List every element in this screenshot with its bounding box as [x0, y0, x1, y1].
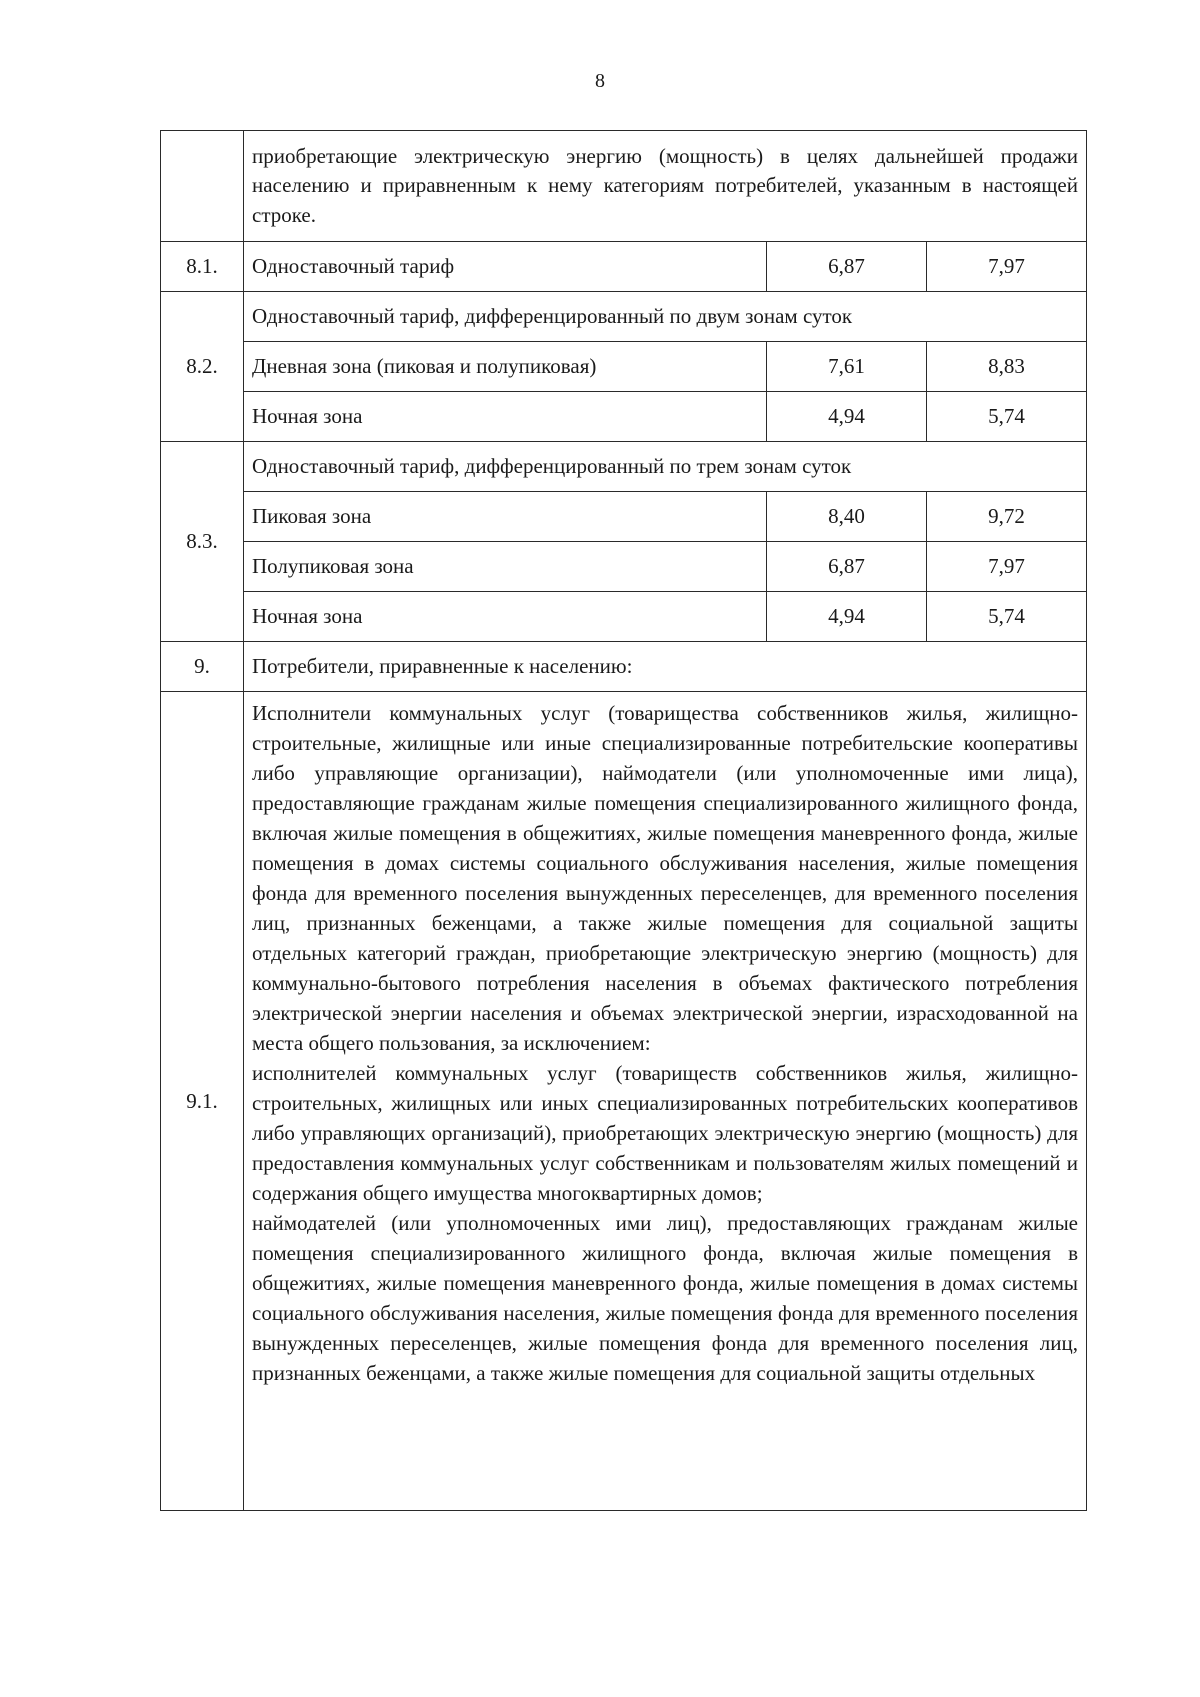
table-row-8-2-heading: [161, 292, 1087, 342]
row-label: Ночная зона: [244, 392, 767, 442]
table-row-9: [161, 642, 1087, 692]
table-row: [161, 492, 1087, 542]
table-row-8-3-heading: [161, 442, 1087, 492]
row-label: Полупиковая зона: [244, 542, 767, 592]
row-number: 8.2.: [161, 292, 244, 442]
section-heading: Потребители, приравненные к населению:: [244, 642, 1087, 692]
row-number: 8.1.: [161, 242, 244, 292]
intro-text: приобретающие электрическую энергию (мощность) в целях дальнейшей продажи населению и приравненным к нему категориям потребителей, указанным в настоящей строке.: [244, 131, 1087, 242]
value-cell-2: 8,83: [927, 342, 1087, 392]
tariff-table: [160, 130, 1087, 1511]
row-label: Пиковая зона: [244, 492, 767, 542]
row-label: Ночная зона: [244, 592, 767, 642]
table-row-9-1: [161, 692, 1087, 1511]
section-heading: Одноставочный тариф, дифференцированный по трем зонам суток: [244, 442, 1087, 492]
row-number: 9.: [161, 642, 244, 692]
value-cell-2: 7,97: [927, 542, 1087, 592]
paragraph: исполнителей коммунальных услуг (товариществ собственников жилья, жилищно-строительных, жилищных или иных специализированных потребительских кооперативов либо управляющих организаций), приобретающих электрическую энергию (мощность) для предоставления коммунальных услуг собственникам и пользователям жилых помещений и содержания общего имущества многоквартирных домов;: [252, 1061, 1078, 1205]
table-row: [161, 542, 1087, 592]
value-cell-1: 7,61: [767, 342, 927, 392]
value-cell-2: 7,97: [927, 242, 1087, 292]
value-cell-1: 8,40: [767, 492, 927, 542]
paragraph: наймодателей (или уполномоченных ими лиц), предоставляющих гражданам жилые помещения специализированного жилищного фонда, включая жилые помещения в общежитиях, жилые помещения маневренного фонда, жилые помещения в домах системы социального обслуживания населения, жилые помещения фонда для временного поселения вынужденных переселенцев, жилые помещения фонда для временного поселения лиц, признанных беженцами, а также жилые помещения для социальной защиты отдельных: [252, 1211, 1078, 1385]
value-cell-1: 6,87: [767, 242, 927, 292]
value-cell-2: 5,74: [927, 592, 1087, 642]
row-label: Дневная зона (пиковая и полупиковая): [244, 342, 767, 392]
value-cell-1: 4,94: [767, 392, 927, 442]
table-row-8-1: [161, 242, 1087, 292]
row-number: 8.3.: [161, 442, 244, 642]
paragraph: Исполнители коммунальных услуг (товарищества собственников жилья, жилищно-строительные, жилищные или иные специализированные потребительские кооперативы либо управляющие организации), наймодатели (или уполномоченные ими лица), предоставляющие гражданам жилые помещения специализированного жилищного фонда, включая жилые помещения в общежитиях, жилые помещения маневренного фонда, жилые помещения в домах системы социального обслуживания населения, жилые помещения фонда для временного поселения вынужденных переселенцев, для временного поселения лиц, признанных беженцами, а также жилые помещения для социальной защиты отдельных категорий граждан, приобретающие электрическую энергию (мощность) для коммунально-бытового потребления населения в объемах фактического потребления электрической энергии населения и объемах электрической энергии, израсходованной на места общего пользования, за исключением:: [252, 701, 1078, 1055]
row-9-1-text: [244, 692, 1087, 1511]
section-heading: Одноставочный тариф, дифференцированный по двум зонам суток: [244, 292, 1087, 342]
value-cell-1: 6,87: [767, 542, 927, 592]
row-number: 9.1.: [161, 692, 244, 1511]
value-cell-2: 9,72: [927, 492, 1087, 542]
value-cell-1: 4,94: [767, 592, 927, 642]
page-number: 8: [595, 70, 605, 92]
table-row: [161, 342, 1087, 392]
value-cell-2: 5,74: [927, 392, 1087, 442]
table-row: [161, 392, 1087, 442]
empty-number-cell: [161, 131, 244, 242]
row-label: Одноставочный тариф: [244, 242, 767, 292]
intro-row: [161, 131, 1087, 242]
table-row: [161, 592, 1087, 642]
